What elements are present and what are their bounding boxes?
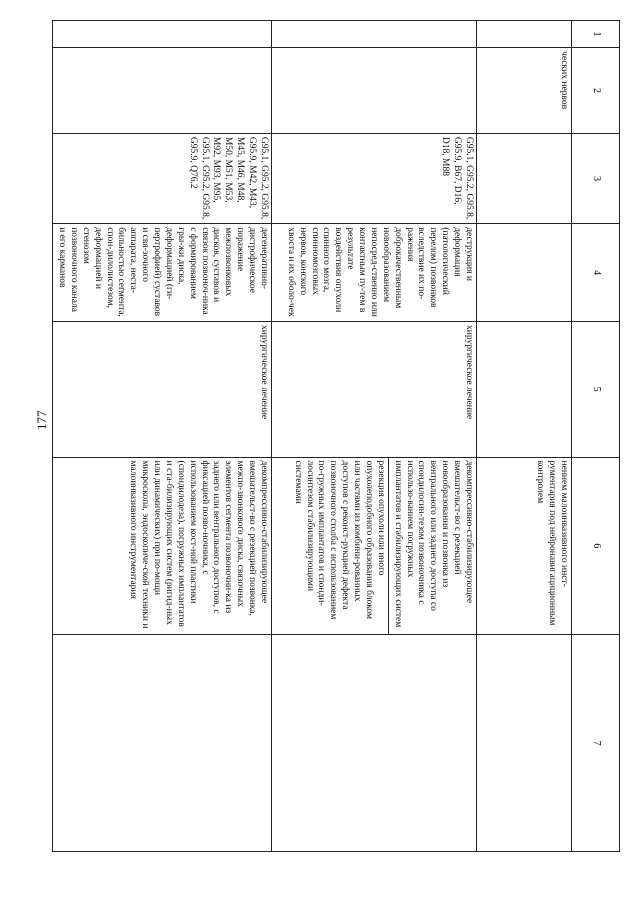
cell-method: нением малоинвазивного инст-рументария под нейронавигациционным контролем [477,457,572,635]
cell-condition: деструкция и деформация (патологический перелом) позвонков вследствие их по-ражения доброкачественным новообразованием непосред-ственно или контактным пу-тем в результате воздействия опухоли спинного мозга, спинномозговых нервов, конского хвоста и их оболо-чек [272,224,477,322]
cell-diagnosis-group [53,48,272,134]
page-number: 177 [34,410,49,430]
cell-treatment-type [477,322,572,457]
table-row [272,21,477,852]
cell-index [53,21,272,48]
cell-condition [477,224,572,322]
cell-icd-codes: G95.1, G95.2, G95.8, G95.9, M42, M43, M45, M46, M48, M50, M51, M53, M92, M93, M95, G95.1, G95.2, G95.8, G95.9, Q76.2 [53,133,272,223]
column-header-5: 5 [572,322,620,457]
column-header-3: 3 [572,133,620,223]
column-header-7: 7 [572,635,620,852]
cell-condition: дегенеративно-дистрофическое поражение межпозвонковых дисков, суставов и связок позвоноч-ника с формированием гры-жи диска, деформацией (ги-пертрофией) суставов и свя-зочного аппарата, неста-бильностью сегмента, спон-дилолистезом, деформацией и стенозом позвоночного канала и его карманов [53,224,272,322]
cell-method [272,457,477,635]
medical-procedures-table [52,20,620,852]
cell-method: декомпрессивно-стабилизирующее вмешательст-во с резекцией позвонка, межпо-звонкового диска, связочных элементов сегмента позвоночни-ка из заднего или вентрального доступов, с фиксацией позво-ночника, с использованием кост-ной пластики (спондилодеза), погружных имплантатов и ста-билизирующих систем (ригид-ных или динамических) при по-мощи микроскопа, эндоскопиче-ской техники и малоинвазивного инструментария [53,457,272,635]
cell-treatment-type: хирургическое лечение [272,322,477,457]
table-header-row [572,21,620,852]
cell-index [272,21,477,48]
method-option-2: резекция опухоли или иного опухолеподобного образования блоком или частями из комбини-рованных доступов с реконст-рукцией дефекта позвоночного столба с использованием по-гружных имплантатов и спонди-лосинтезом стабилизирующими системами [289,458,389,635]
cell-cost [272,635,477,852]
cell-icd-codes [477,133,572,223]
cell-cost [477,635,572,852]
cell-cost [53,635,272,852]
cell-treatment-type: хирургическое лечение [53,322,272,457]
cell-index [477,21,572,48]
table-row [477,21,572,852]
table-container [57,20,620,852]
table-row [53,21,272,852]
method-option-1: декомпрессивно-стабилизирующее вмешательст-во с резекцией новообразования и позвонка из вентрального или заднего доступа со спондилосин-тезом позвоночника с использо-ванием погружных имплантатов и стабилизирующих систем [392,460,474,628]
cell-diagnosis-group: ческих нервов [477,48,572,134]
column-header-1: 1 [572,21,620,48]
column-header-6: 6 [572,457,620,635]
column-header-2: 2 [572,48,620,134]
cell-icd-codes: G95.1, G95.2, G95.8, G95.9, B67, D16, D18, M88 [272,133,477,223]
column-header-4: 4 [572,224,620,322]
cell-diagnosis-group [272,48,477,134]
